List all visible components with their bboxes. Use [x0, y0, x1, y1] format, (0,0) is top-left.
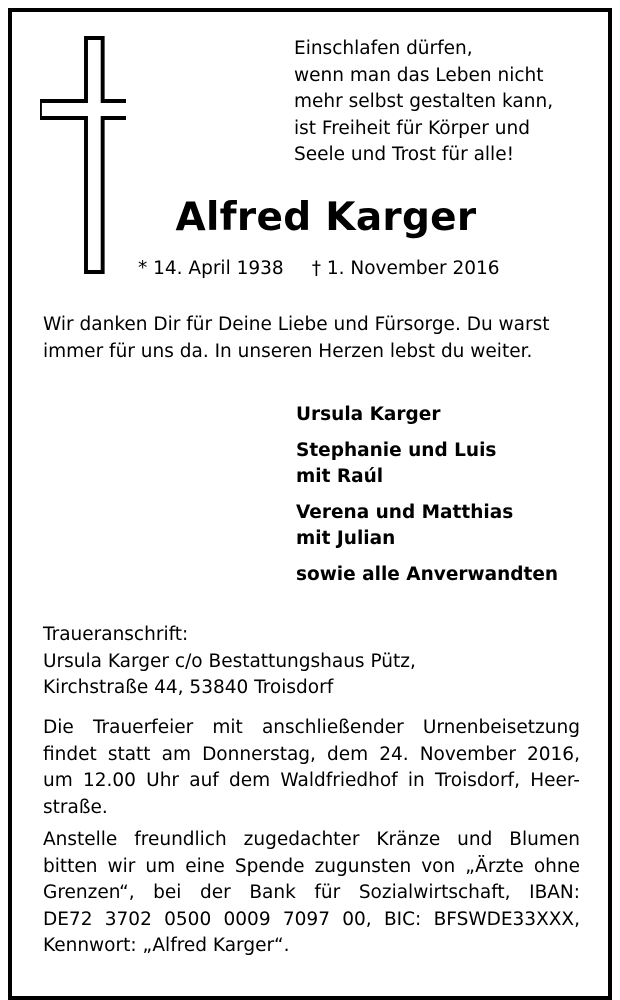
donation-paragraph	[43, 827, 580, 960]
word: in	[407, 770, 425, 791]
word: und	[457, 829, 493, 850]
poem-line: mehr selbst gestalten kann,	[294, 91, 554, 112]
donation-line	[43, 827, 580, 854]
word: von	[421, 855, 456, 877]
word: findet	[43, 743, 97, 765]
life-dates	[138, 257, 500, 281]
mourner-group	[296, 438, 558, 491]
word: Kränze	[376, 829, 441, 850]
poem	[294, 36, 594, 169]
word: BIC:	[383, 908, 422, 930]
word: Urnenbeisetzung	[422, 717, 580, 738]
birth-date: * 14. April 1938	[138, 258, 284, 279]
ceremony-line	[43, 715, 580, 742]
word: November	[419, 743, 516, 765]
word: 0500	[164, 908, 212, 930]
deceased-name: Alfred Karger	[175, 195, 477, 240]
poem-line: Seele und Trost für alle!	[294, 144, 514, 165]
word: eine	[185, 855, 225, 877]
word: Sozialwirtschaft,	[358, 882, 511, 903]
mourner-group	[296, 562, 558, 589]
thanks-line: Wir danken Dir für Deine Liebe und Fürsorge. Du warst	[43, 314, 550, 335]
word: freundlich	[134, 829, 227, 850]
ceremony-line	[43, 742, 580, 769]
word: Blumen	[509, 829, 580, 850]
word: Grenzen“,	[43, 882, 135, 903]
word: Uhr	[146, 770, 180, 791]
word: Bank	[249, 882, 296, 903]
donation-line	[43, 880, 580, 907]
word: Trauerfeier	[92, 717, 194, 738]
word: für	[314, 882, 341, 903]
poem-line: wenn man das Leben nicht	[294, 64, 544, 86]
word: auf	[189, 770, 219, 791]
address-heading: Traueranschrift:	[43, 624, 189, 645]
poem-line: ist Freiheit für Körper und	[294, 117, 530, 139]
mourner-name: Verena und Matthias	[296, 501, 514, 523]
word: bei	[153, 882, 182, 903]
mourning-address	[43, 622, 583, 702]
thanks-line: immer für uns da. In unseren Herzen lebst du weiter.	[43, 340, 533, 362]
word: Waldfriedhof	[280, 770, 398, 791]
word: der	[200, 882, 231, 903]
poem-line: Einschlafen dürfen,	[294, 38, 473, 59]
address-line: Ursula Karger c/o Bestattungshaus Pütz,	[43, 650, 416, 672]
mourner-group	[296, 402, 558, 429]
word: Donnerstag,	[202, 743, 316, 765]
mourner-name: Ursula Karger	[296, 404, 441, 425]
word: um	[145, 855, 176, 877]
word: um	[43, 770, 73, 791]
ceremony-paragraph	[43, 715, 580, 821]
ceremony-line: straße.	[43, 796, 108, 818]
word: anschließender	[261, 717, 404, 738]
word: statt	[107, 743, 151, 765]
word: bitten	[43, 855, 98, 877]
word: 2016,	[527, 743, 580, 765]
word: 12.00	[82, 770, 136, 791]
word: Anstelle	[43, 829, 118, 850]
mourner-name: mit Julian	[296, 528, 396, 549]
mourner-name: mit Raúl	[296, 466, 384, 487]
ceremony-line	[43, 768, 580, 795]
cross-icon	[40, 36, 126, 280]
word: IBAN:	[529, 882, 580, 903]
word: zugunsten	[314, 855, 412, 877]
word: ohne	[533, 855, 580, 877]
word: dem	[229, 770, 271, 791]
mourner-name: sowie alle Anverwandten	[296, 563, 559, 585]
word: 00,	[342, 908, 372, 930]
mourners-list	[296, 402, 558, 597]
word: am	[161, 743, 191, 765]
word: Heer-	[530, 770, 580, 791]
word: wir	[107, 855, 136, 877]
donation-line	[43, 907, 580, 934]
word: 3702	[104, 908, 152, 930]
donation-line: Kennwort: „Alfred Karger“.	[43, 935, 290, 956]
word: Die	[43, 717, 74, 738]
word: dem	[326, 743, 369, 765]
word: DE72	[43, 908, 93, 930]
thanks-text	[43, 312, 603, 365]
word: „Ärzte	[465, 855, 524, 877]
word: BFSWDE33XXX,	[433, 908, 580, 930]
word: Spende	[234, 855, 305, 877]
word: mit	[212, 717, 243, 738]
word: Troisdorf,	[435, 770, 520, 791]
death-date: † 1. November 2016	[311, 258, 500, 279]
donation-line	[43, 854, 580, 881]
address-line: Kirchstraße 44, 53840 Troisdorf	[43, 677, 334, 698]
word: zugedachter	[243, 829, 360, 850]
mourner-name: Stephanie und Luis	[296, 439, 497, 461]
mourner-group	[296, 500, 558, 553]
word: 24.	[379, 743, 409, 765]
word: 7097	[282, 908, 330, 930]
word: 0009	[223, 908, 271, 930]
